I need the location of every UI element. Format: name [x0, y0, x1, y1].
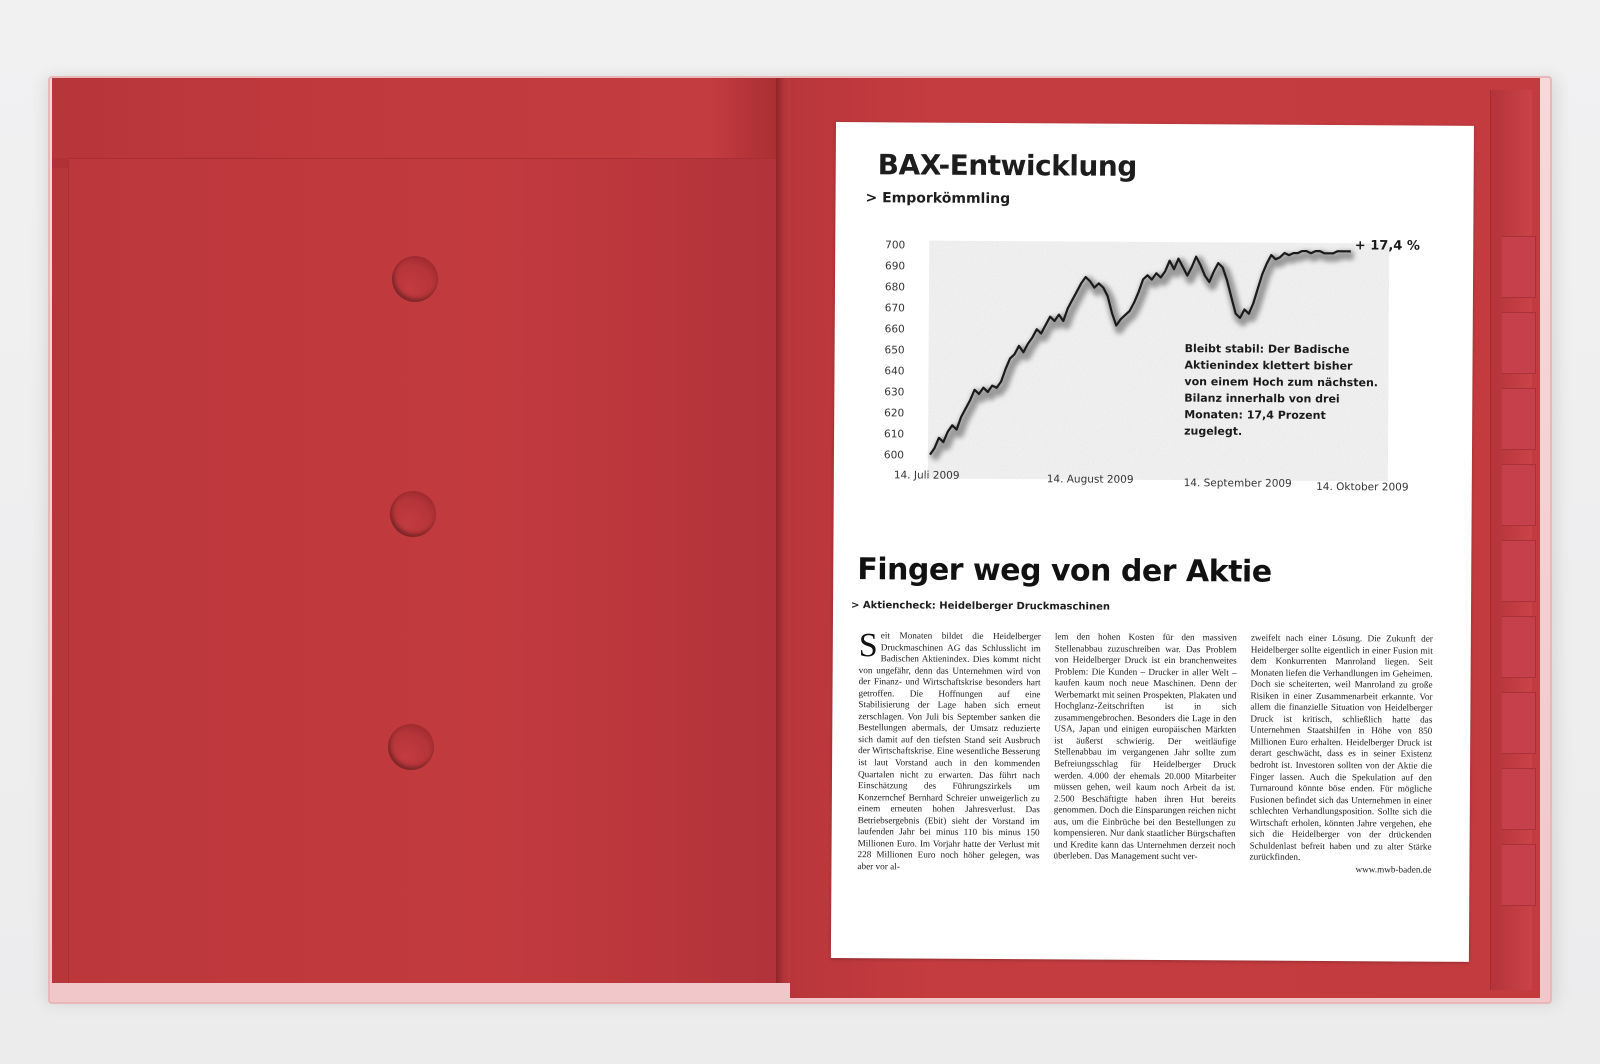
y-tick-label: 620: [884, 407, 905, 420]
annotation-line: Bleibt stabil: Der Badische: [1184, 342, 1350, 357]
chart-title: BAX-Entwicklung: [877, 148, 1137, 183]
y-tick-label: 610: [884, 428, 905, 441]
divider-tab: [1502, 464, 1536, 526]
article-column-3: [1249, 633, 1432, 877]
y-tick-label: 690: [885, 260, 906, 273]
y-tick-label: 700: [885, 239, 906, 252]
article-headline: Finger weg von der Aktie: [857, 552, 1272, 590]
annotation-line: Aktienindex klettert bisher: [1184, 358, 1353, 373]
newspaper-clipping: [831, 122, 1474, 962]
column-1-text: eit Monaten bildet die Heidelberger Druckmaschinen AG das Schlusslicht im Badischen Aktienindex. Dies kommt nicht von ungefähr, denn das Unternehmen wird von der Finanz- und Wirtschaftskrise besonders hart getroffen. Die Hoffnungen auf eine Stabilisierung der Lage haben sich erneut zerschlagen. Von Juli bis September sanken die Bestellungen abermals, der Umsatz reduzierte sich damit auf den tiefsten Stand seit Ausbruch der Wirtschaftskrise. Eine wesentliche Besserung ist laut Vorstand auch in den kommenden Quartalen nicht zu erwarten. Das führt nach Einschätzung des Führungszirkels um Konzernchef Bernhard Schreier unweigerlich zu einem erneuten hohen Jahresverlust. Das Betriebsergebnis (Ebit) sieht der Vorstand im laufenden Jahr bei minus 110 bis minus 150 Millionen Euro. Im Vorjahr hatte der Verlust mit 228 Millionen Euro noch höher gelegen, was aber vor al-: [857, 630, 1041, 872]
divider-tab: [1502, 236, 1536, 298]
x-tick-label: 14. August 2009: [1046, 473, 1134, 486]
column-3-text: zweifelt nach einer Lösung. Die Zukunft der Heidelberger sollte eigentlich in einer Fusion mit dem Konkurrenten Manroland liegen. Seit Monaten liefen die Verhandlungen im Geheimen. Doch sie scheiterten, weil Manroland zu große Risiken in einer Zusammenarbeit erkannte. Vor allem die finanzielle Situation von Heidelberger Druck ist kritisch, schließlich hatte das Unternehmen Staatshilfen in Höhe von 850 Millionen Euro erhalten. Heidelberger Druck ist derart geschwächt, dass es in seiner Existenz bedroht ist. Investoren sollten von der Aktie die Finger lassen. Auch die Spekulation auf den Turnaround könnte böse enden. Für mögliche Fusionen befindet sich das Unternehmen in einer schlechten Verhandlungsposition. Sollte sich die Wirtschaft erholen, könnten Jahre vergehen, ehe sich die Heidelberger von der drückenden Schuldenlast befreit haben und zu alter Stärke zurückfinden.: [1249, 632, 1433, 863]
x-tick-label: 14. Juli 2009: [893, 469, 960, 482]
annotation-line: zugelegt.: [1184, 424, 1243, 438]
divider-tab: [1502, 312, 1536, 374]
x-tick-label: 14. Oktober 2009: [1316, 480, 1409, 494]
y-tick-label: 650: [884, 344, 905, 357]
annotation-line: Monaten: 17,4 Prozent: [1184, 408, 1326, 422]
article-column-2: [1053, 631, 1236, 863]
y-tick-label: 680: [884, 281, 906, 294]
divider-tab: [1502, 388, 1536, 450]
article-kicker: > Aktiencheck: Heidelberger Druckmaschinen: [851, 600, 1111, 613]
divider-tab: [1502, 844, 1536, 906]
y-tick-label: 640: [884, 365, 905, 378]
punch-hole-top: [392, 256, 438, 302]
divider-tab: [1502, 616, 1536, 678]
bax-line-chart: [864, 232, 1420, 515]
source-url: www.mwb-baden.de: [1355, 864, 1432, 875]
punch-hole-middle: [390, 491, 436, 537]
punch-hole-bottom: [388, 724, 434, 770]
annotation-line: Bilanz innerhalb von drei: [1184, 391, 1340, 406]
divider-tab: [1502, 692, 1536, 754]
annotation-line: von einem Hoch zum nächsten.: [1184, 375, 1379, 390]
column-2-text: lem den hohen Kosten für den massiven Stellenabbau zuzuschreiben war. Das Problem von Heidelberger Druck ist ein branchenweites Problem: Die Kunden – Drucker in aller Welt – kaufen kaum noch neue Maschinen. Denn der Werbemarkt mit seinen Prospekten, Plakaten und Hochglanz-Zeitschriften ist in sich zusammengebrochen. Besonders die Lage in den USA, Japan und einigen europäischen Märkten ist äußerst schwierig. Der weitläufige Stellenabbau im vergangenen Jahr sollte zum Befreiungsschlag für Heidelberger Druck werden. 4.000 der ehemals 20.000 Mitarbeiter müssen gehen, weil kaum noch Arbeit da ist. 2.500 Beschäftigte haben ihren Hut bereits genommen. Doch die Einsparungen reichen nicht aus, um die Einbrüche bei den Bestellungen zu kompensieren. Nur dank staatlicher Bürgschaften und Kredite kann das Unternehmen derzeit noch überleben. Das Management sucht ver-: [1053, 631, 1237, 862]
drop-cap: S: [858, 627, 878, 665]
y-tick-label: 630: [884, 386, 905, 399]
article-column-1: [857, 627, 1041, 874]
y-tick-label: 670: [884, 302, 905, 315]
y-tick-label: 660: [884, 323, 905, 336]
end-value-label: + 17,4 %: [1354, 238, 1420, 254]
x-tick-label: 14. September 2009: [1183, 477, 1292, 490]
divider-tab: [1502, 768, 1536, 830]
divider-tab: [1502, 540, 1536, 602]
y-tick-label: 600: [883, 449, 905, 462]
chart-subtitle: > Emporkömmling: [865, 190, 1011, 208]
